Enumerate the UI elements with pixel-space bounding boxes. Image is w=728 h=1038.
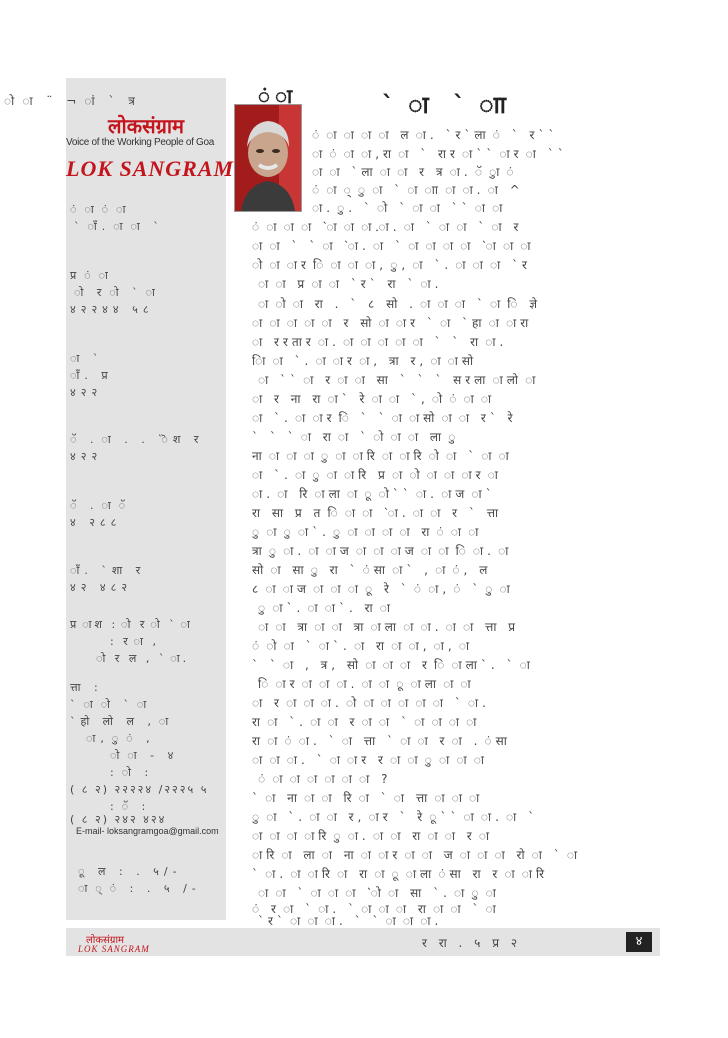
sidebar-line: ४२२ [70,450,103,463]
article-line: ु ा `. ा ा र, ार ` रे ू`` ा ा. ा ` [252,810,539,824]
article-line: ा ा त्रा ा ा त्रा ाला ा ा. ा ा त्ता प्र [258,620,520,634]
sidebar-line: ॅ . ा ॅ [70,499,131,512]
article-line: ा ा ा ारि ु ा. ा ा रा ा ा र ा [252,829,494,843]
fax-label: : ॅ : [110,800,151,813]
article-line: रा ा `. ा ा र ा ा ` ा ा ा ा [252,715,481,729]
email-address: E-mail- loksangramgoa@gmail.com [76,826,219,836]
portrait-image [235,105,301,211]
sidebar-line: ं ा ं ा [70,203,131,216]
publisher-line: ो र ल , ` ा. [96,652,190,665]
article-line: ` ` ` ा रा ा ` ो ा ा ला ु [252,430,460,444]
article-line: ं ा ् ु ा ` ा ाा ा ा. ा ^ [312,183,524,197]
sidebar-line: ाँ. प्र [70,369,113,382]
address-line: ो ा - ४ [110,749,179,762]
sidebar-line: ाँ. `शा र [70,564,146,577]
article-line: रा ा ं ा. ` ा त्ता ` ा ा र ा . ंसा [252,734,511,748]
article-line: ा. ु. ` ो ` ा ा `` ा ा [312,201,507,215]
article-line: ाि ा `. ा ार ा, त्रा र, ा ासो [252,354,478,368]
publisher-line: प्र ाश : ो र ो ` ा [70,618,193,631]
article-line: ा ा ा ा ा र सो ा ार ` ा `हा ा ारा [252,316,533,330]
article-line: ं ो ा ` ा`. ा रा ा ा, ा, ा [252,639,474,653]
sidebar-line: ो र ो ` ा [74,286,160,299]
article-line: ना ा ा ा ु ा ारि ा ारि ो ा ` ा ा [252,449,513,463]
sidebar-line: ` ाँ. ा ा ` [74,220,164,233]
article-line: ा ा प्र ा ा `र` रा ` ा. [258,277,443,291]
article-line: ं ा ा ा `ा ा ा.ा. ा ` ा ा ` ा र [252,220,523,234]
article-line: ं ा ा ा ा ल ा. `र`ला ं ` र`` [312,128,559,142]
address-heading: त्ता : [70,681,103,694]
logo-tagline: Voice of the Working People of Goa [66,137,215,148]
article-line: ` ` ा , त्र, सो ा ा ा र ि ाला`. ` ा [252,658,534,672]
article-line: ारि ा ला ा ना ा ार ा ा ज ा ा ा रो ा ` ा [252,848,582,862]
logo-latin: LOK SANGRAM [66,156,235,181]
logo-devanagari: लोकसंग्राम [107,114,185,138]
article-line: ा ा `ला ा ा र त्र ा. ॅ ुा ं [312,165,518,179]
article-line: ा ररतार ा. ा ा ा ा ा ` ` रा ा. [252,335,508,349]
article-line: ८ ा ाज ा ा ा ू रे ` ं ा, ं ` ु ा [252,582,514,596]
article-line: सो ा सा ु रा ` ंसा ा` , ा ं, ल [252,563,492,577]
sidebar-title: ो ा ¨ ¬ ां ` त्र [4,94,140,108]
article-line: ा ा ` ा ा ा `ो ा सा `. ा ु ा [258,886,500,900]
page-number: ४ [626,932,652,952]
article-line: ु ा ु ा`. ु ा ा ा ा रा ं ा ा [252,525,483,539]
headline-part-1: ं ा [258,84,293,108]
article-line: त्रा ु ा. ा ाज ा ा ाज ा ा ि ा. ा [252,544,513,558]
sidebar-line: ४ २८८ [70,516,122,529]
article-line: ा. ा रि ाला ा ू ो`` ा. ाज ा` [252,487,496,501]
article-line: रा सा प्र त ि ा ा `ा. ा ा र ` त्ता [252,506,503,520]
article-line: ` ा ना ा ा रि ा ` ा त्ता ा ा ा [252,791,484,805]
author-photo [234,104,302,212]
price-line: ा ् ं : . ५ /- [78,882,201,895]
article-line: ा र ना रा ा` रे ा ा `, ो ं ा ा [252,392,496,406]
article-line: ा `` ा र ा ा सा ` ` ` सरला ालो ा [258,373,540,387]
phone-label: : ो : [110,766,154,779]
sidebar-line: ४२ ४८२ [70,581,133,594]
article-line: ं ा ा ा ा ा ा ? [258,772,392,786]
article-line: ा `. ा ार ि ` ` ा ासो ा ा र` रे [252,411,517,425]
sidebar-line: प्र ं ा [70,269,113,282]
article-line: ा र ा ा ा. ो ा ा ा ा ा ` ा. [252,696,490,710]
footer-logo-latin: LOK SANGRAM [78,944,150,954]
phone-number: ( ८ २) २२२२४ /२२२५ ५ [70,783,209,796]
sidebar-line: ४२२४४ ५८ [70,303,154,316]
publisher-line: : र ा , [110,635,159,648]
article-line: ा ा ` ` ा `ा. ा ` ा ा ा ा `ा ा ा [252,239,535,253]
page-footer [66,928,660,956]
article-line: ा ो ा रा . ` ८ सो . ा ा ा ` ा ि ज्ञे [258,297,542,311]
article-line: ं र ा ` ा. ` ा ा ा रा ा ा ` ा [252,902,500,916]
address-line: `हो लो ल , ा [70,715,174,728]
price-line: ू ल : . ५/- [78,865,182,878]
fax-number: ( ८ २) २४२ ४२४ [70,813,167,826]
footer-logo-devanagari: लोकसंग्राम [86,935,125,946]
headline-part-2: ` ा ` ाा [382,91,514,119]
article-line: ा ं ा ा,रा ा ` रार ा`` ार ा `` [312,147,568,161]
article-line: ि ार ा ा ा. ा ा ू ाला ा ा [258,677,475,691]
sidebar-line: ४२२ [70,386,103,399]
article-line: `र` ा ा ा. ` ` ा ा ा. [258,914,443,928]
address-line: ` ा ो ` ा [70,698,152,711]
article-line: ा `. ा ु ा ारि प्र ा ो ा ा ार ा [252,468,502,482]
article-line: ` ा. ा ारि ा रा ा ू ाला ंसा रा र ा ारि [252,867,549,881]
article-line: ा ा ा. ` ा ार र ा ा ु ा ा ा [252,753,488,767]
article-line: ो ा ार ि ा ा ा, ु, ा `. ा ा ा `र [252,258,531,272]
issue-info: र रा . ५ प्र २ [422,936,522,950]
sidebar-line: ॅ . ा . . `ॆश र [70,433,204,446]
article-line: ु ा`. ा ा`. रा ा [258,601,395,615]
address-line: ा, ु ं , [86,732,155,745]
sidebar-line: ा ` [70,352,104,365]
